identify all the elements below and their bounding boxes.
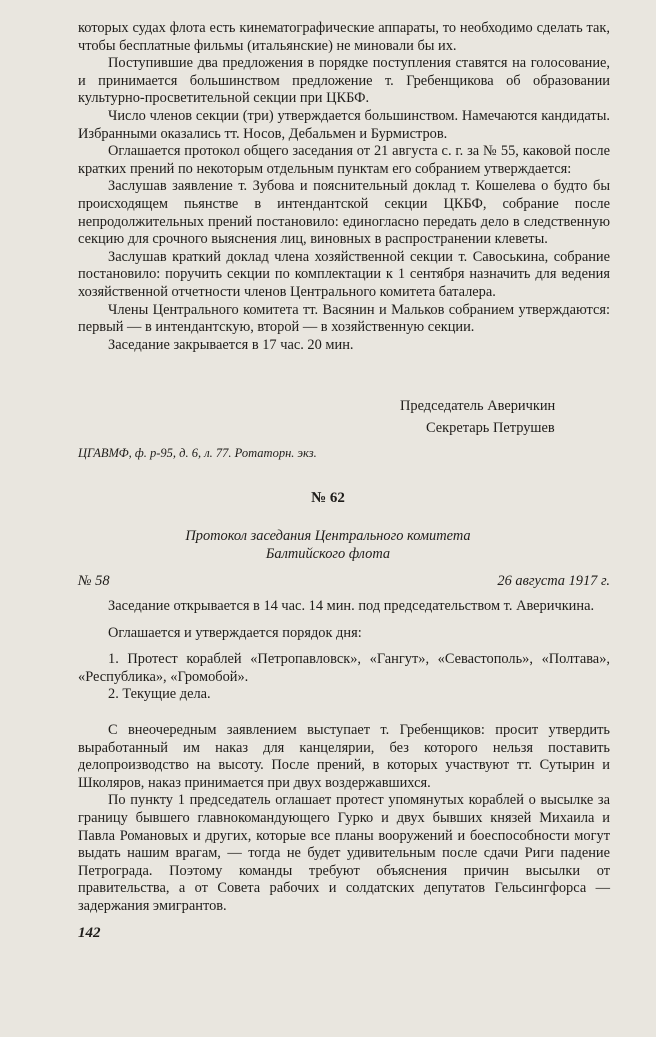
chairman-signature: Председатель Аверичкин	[400, 398, 556, 414]
archive-reference: ЦГАВМФ, ф. р-95, д. 6, л. 77. Ротаторн. экз.	[78, 446, 317, 460]
paragraph: которых судах флота есть кинематографические аппараты, то необходимо сделать так, чтобы бесплатные фильмы (итальянские) не миновали бы их.	[78, 20, 610, 54]
title-line-1: Протокол заседания Центрального комитета	[185, 528, 471, 544]
paragraph: Заседание закрывается в 17 час. 20 мин.	[108, 336, 354, 353]
paragraph: Заслушав заявление т. Зубова и пояснительный доклад т. Кошелева о будто бы происходящем пьянстве в интендантской секции ЦКБФ, собрание после непродолжительных прений постановило: единогласно передать дело в следственную секцию для срочного выяснения лиц, виновных в распространении клеветы.	[78, 178, 610, 248]
paragraph: Число членов секции (три) утверждается большинством. Намечаются кандидаты. Избранными оказались тт. Носов, Дебальмен и Бурмистров.	[78, 107, 610, 142]
protocol-date: 26 августа 1917 г.	[497, 573, 610, 589]
paragraph: Оглашается протокол общего заседания от 21 августа с. г. за № 55, каковой после кратких прений по некоторым отдельным пунктам его собранием утверждается:	[78, 143, 610, 177]
agenda-item: 2. Текущие дела.	[108, 686, 211, 703]
agenda-item: 1. Протест кораблей «Петропавловск», «Гангут», «Севастополь», «Полтава», «Республика», «Громобой».	[78, 651, 610, 685]
agenda-intro: Оглашается и утверждается порядок дня:	[108, 624, 362, 641]
page-number: 142	[78, 925, 101, 941]
secretary-signature: Секретарь Петрушев	[426, 420, 555, 436]
document-title	[0, 528, 656, 563]
protocol-number: № 58	[78, 573, 110, 589]
bottom-text-block	[78, 722, 610, 916]
opening-block	[78, 598, 610, 704]
paragraph: По пункту 1 председатель оглашает протест упомянутых кораблей о высылке за границу бывшего главнокомандующего Гурко и двух бывших князей Михаила и Павла Романовых и других, которые все планы вооружений и боеспособности могут выдать нашим врагам, — тогда не будет удивительным после сдачи Риги падение Петрограда. Поэтому команды требуют объяснения причин высылки от правительства, а от Совета рабочих и солдатских депутатов Гельсингфорса — задержания эмигрантов.	[78, 792, 610, 914]
paragraph: Заслушав краткий доклад члена хозяйственной секции т. Савоськина, собрание постановило: поручить секции по комплектации к 1 сентября назначить для ведения хозяйственной отчетности членов Центрального комитета баталера.	[78, 248, 610, 300]
paragraph: С внеочередным заявлением выступает т. Гребенщиков: просит утвердить выработанный им наказ для канцелярии, без которого нельзя поставить делопроизводство на высоту. После прений, в которых участвуют тт. Сутырин и Школяров, наказ принимается при двух воздержавшихся.	[78, 722, 610, 791]
title-line-2: Балтийского флота	[265, 545, 391, 562]
protocol-meta	[78, 573, 610, 590]
document-number: № 62	[311, 490, 345, 506]
paragraph: Поступившие два предложения в порядке поступления ставятся на голосование, и принимается большинством предложение т. Гребенщикова об образовании культурно-просветительной секции при ЦКБФ.	[78, 55, 610, 107]
top-text-block	[78, 20, 610, 354]
opening-paragraph: Заседание открывается в 14 час. 14 мин. под председательством т. Аверичкина.	[108, 598, 595, 614]
paragraph: Члены Центрального комитета тт. Васянин и Мальков собранием утверждаются: первый — в интендантскую, второй — в хозяйственную секции.	[78, 301, 610, 336]
